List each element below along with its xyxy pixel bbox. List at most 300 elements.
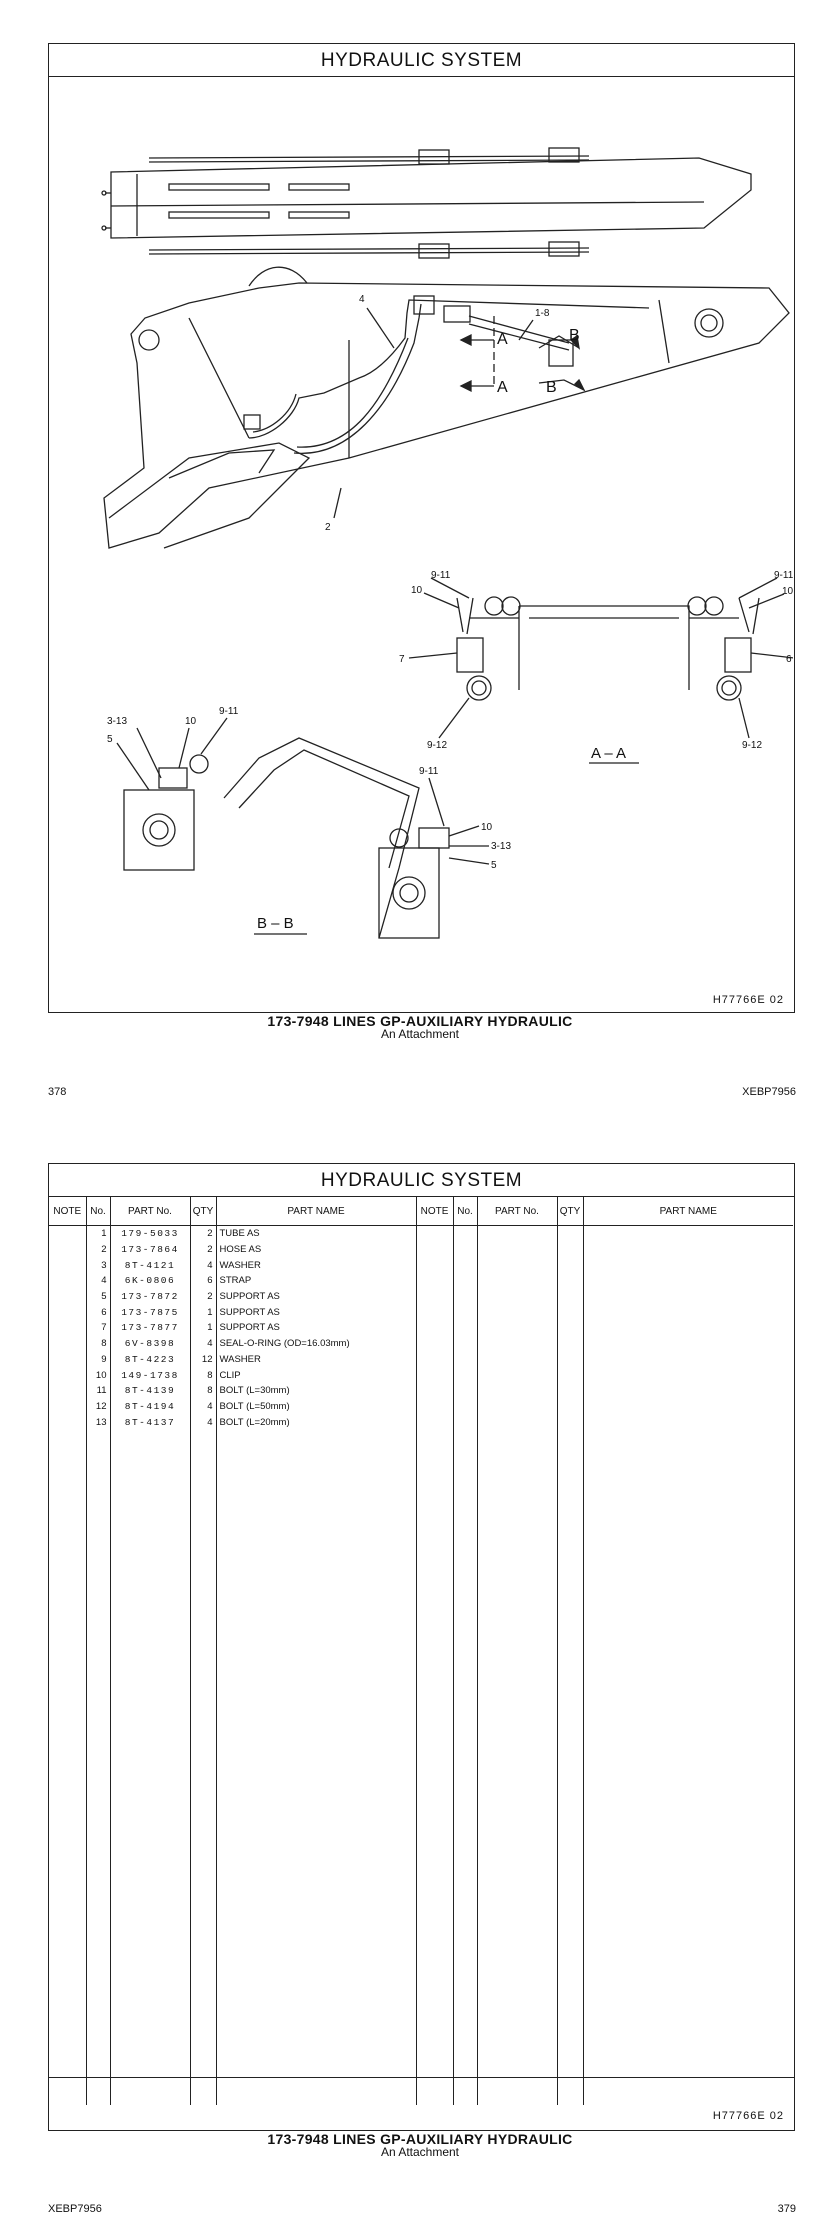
quantity-cell: [190, 1885, 216, 1901]
item-number-cell: [453, 1430, 477, 1446]
note-cell: [416, 1948, 453, 1964]
part-number-cell: [477, 1477, 557, 1493]
part-name-cell: [216, 1963, 416, 1979]
note-cell: [49, 1446, 86, 1462]
quantity-cell: [190, 1759, 216, 1775]
item-number-cell: [86, 1650, 110, 1666]
item-number-cell: [453, 2042, 477, 2058]
table-row: [49, 1634, 793, 1650]
doc-code: XEBP7956: [742, 1086, 796, 1098]
item-number-cell: [86, 1916, 110, 1932]
item-number-cell: [453, 1650, 477, 1666]
part-name-cell: [216, 1916, 416, 1932]
page-number: 378: [48, 1086, 67, 1098]
note-cell: [416, 1603, 453, 1619]
quantity-cell: [190, 2089, 216, 2105]
part-name-cell: [216, 1618, 416, 1634]
quantity-cell: [190, 1916, 216, 1932]
quantity-cell: [557, 1665, 583, 1681]
part-name-cell: [583, 1665, 793, 1681]
quantity-cell: [190, 1744, 216, 1760]
part-number-cell: [110, 1932, 190, 1948]
table-row: [49, 1273, 793, 1289]
note-cell: [49, 1289, 86, 1305]
column-header: QTY: [557, 1197, 583, 1226]
part-name-cell: [216, 1838, 416, 1854]
part-name-cell: BOLT (L=30mm): [216, 1383, 416, 1399]
item-number-cell: [453, 1367, 477, 1383]
part-number-cell: [110, 1712, 190, 1728]
note-cell: [49, 1304, 86, 1320]
part-number-cell: [110, 1540, 190, 1556]
part-name-cell: [583, 1963, 793, 1979]
part-name-cell: [216, 1791, 416, 1807]
table-row: [49, 1289, 793, 1305]
note-cell: [49, 1493, 86, 1509]
table-row: [49, 1759, 793, 1775]
table-row: [49, 1728, 793, 1744]
item-number-cell: [86, 1995, 110, 2011]
part-number-cell: [110, 1524, 190, 1540]
callout-label: 9-12: [742, 740, 763, 751]
part-number-cell: 8T-4137: [110, 1414, 190, 1430]
item-number-cell: [453, 1901, 477, 1917]
part-name-cell: [216, 1901, 416, 1917]
callout-label: 9-11: [431, 570, 451, 581]
page-title: HYDRAULIC SYSTEM: [49, 1164, 794, 1197]
part-name-cell: [583, 1775, 793, 1791]
note-cell: [416, 1430, 453, 1446]
part-name-cell: [583, 1430, 793, 1446]
part-number-cell: [477, 1948, 557, 1964]
callout-label: A: [497, 379, 508, 396]
note-cell: [416, 1304, 453, 1320]
note-cell: [49, 1681, 86, 1697]
part-number-cell: 173-7875: [110, 1304, 190, 1320]
part-name-cell: SUPPORT AS: [216, 1304, 416, 1320]
part-number-cell: [477, 1697, 557, 1713]
part-name-cell: [583, 1257, 793, 1273]
part-name-cell: [216, 1775, 416, 1791]
quantity-cell: [190, 2057, 216, 2073]
item-number-cell: [453, 2026, 477, 2042]
part-name-cell: [216, 1634, 416, 1650]
callout-label: 5: [491, 860, 497, 871]
part-number-cell: [477, 1901, 557, 1917]
part-number-cell: 179-5033: [110, 1226, 190, 1242]
item-number-cell: [86, 1775, 110, 1791]
item-number-cell: [86, 1665, 110, 1681]
part-number-cell: [477, 2026, 557, 2042]
callout-label: 3-13: [491, 841, 512, 852]
item-number-cell: [453, 1838, 477, 1854]
table-row: [49, 1979, 793, 1995]
part-number-cell: [110, 1979, 190, 1995]
quantity-cell: [190, 1603, 216, 1619]
item-number-cell: [453, 1446, 477, 1462]
part-name-cell: SUPPORT AS: [216, 1289, 416, 1305]
note-cell: [416, 1697, 453, 1713]
item-number-cell: [453, 1728, 477, 1744]
part-number-cell: [110, 2089, 190, 2105]
part-number-cell: [477, 1571, 557, 1587]
quantity-cell: [557, 1603, 583, 1619]
part-number-cell: [477, 1414, 557, 1430]
note-cell: [416, 1901, 453, 1917]
quantity-cell: [557, 1273, 583, 1289]
item-number-cell: [86, 2026, 110, 2042]
item-number-cell: 2: [86, 1242, 110, 1258]
quantity-cell: [557, 1336, 583, 1352]
quantity-cell: [557, 1493, 583, 1509]
part-name-cell: [583, 1446, 793, 1462]
part-number-cell: [110, 1681, 190, 1697]
part-number-cell: [110, 1791, 190, 1807]
part-number-cell: 149-1738: [110, 1367, 190, 1383]
quantity-cell: 12: [190, 1352, 216, 1368]
quantity-cell: [190, 1634, 216, 1650]
quantity-cell: [557, 1352, 583, 1368]
note-cell: [49, 1336, 86, 1352]
part-name-cell: BOLT (L=50mm): [216, 1399, 416, 1415]
part-name-cell: [583, 1634, 793, 1650]
part-name-cell: [583, 1603, 793, 1619]
item-number-cell: [86, 1461, 110, 1477]
note-cell: [416, 1822, 453, 1838]
item-number-cell: [86, 1932, 110, 1948]
note-cell: [416, 1665, 453, 1681]
quantity-cell: [557, 1963, 583, 1979]
part-number-cell: 8T-4139: [110, 1383, 190, 1399]
table-row: [49, 1430, 793, 1446]
table-row: [49, 2026, 793, 2042]
callout-label: 7: [399, 654, 405, 665]
quantity-cell: [557, 1759, 583, 1775]
part-name-cell: WASHER: [216, 1257, 416, 1273]
part-number-cell: [477, 1838, 557, 1854]
note-cell: [416, 1885, 453, 1901]
quantity-cell: 4: [190, 1399, 216, 1415]
note-cell: [416, 1273, 453, 1289]
item-number-cell: [86, 1446, 110, 1462]
part-name-cell: [216, 1430, 416, 1446]
table-row: [49, 1603, 793, 1619]
part-number-cell: [477, 1399, 557, 1415]
quantity-cell: [557, 1242, 583, 1258]
quantity-cell: [557, 1806, 583, 1822]
item-number-cell: [86, 1728, 110, 1744]
item-number-cell: [86, 1712, 110, 1728]
quantity-cell: [190, 1508, 216, 1524]
part-number-cell: [477, 1352, 557, 1368]
item-number-cell: [453, 1304, 477, 1320]
quantity-cell: [557, 1822, 583, 1838]
part-number-cell: [110, 1759, 190, 1775]
part-number-cell: [477, 1963, 557, 1979]
illustration-code: H77766E 02: [712, 2110, 784, 2122]
item-number-cell: [453, 1226, 477, 1242]
part-number-cell: [477, 1289, 557, 1305]
part-name-cell: [583, 1289, 793, 1305]
part-name-cell: [583, 1226, 793, 1242]
column-header: PART NAME: [216, 1197, 416, 1226]
quantity-cell: [190, 1650, 216, 1666]
quantity-cell: [557, 1650, 583, 1666]
item-number-cell: [86, 1791, 110, 1807]
item-number-cell: [86, 1618, 110, 1634]
note-cell: [416, 1524, 453, 1540]
table-row: [49, 1367, 793, 1383]
note-cell: [49, 1838, 86, 1854]
note-cell: [49, 1461, 86, 1477]
note-cell: [416, 1728, 453, 1744]
part-number-cell: [110, 1854, 190, 1870]
quantity-cell: 8: [190, 1383, 216, 1399]
part-name-cell: [583, 1320, 793, 1336]
part-number-cell: [477, 1932, 557, 1948]
item-number-cell: [453, 1399, 477, 1415]
quantity-cell: [190, 1822, 216, 1838]
note-cell: [49, 1571, 86, 1587]
table-row: [49, 1540, 793, 1556]
quantity-cell: 8: [190, 1367, 216, 1383]
part-number-cell: [110, 1571, 190, 1587]
part-name-cell: [583, 1885, 793, 1901]
quantity-cell: [557, 1226, 583, 1242]
quantity-cell: [557, 1791, 583, 1807]
table-row: [49, 2073, 793, 2089]
item-number-cell: [453, 1508, 477, 1524]
part-number-cell: 173-7864: [110, 1242, 190, 1258]
figure-caption: [0, 1013, 840, 1041]
quantity-cell: [557, 1555, 583, 1571]
item-number-cell: 5: [86, 1289, 110, 1305]
part-name-cell: [583, 1618, 793, 1634]
part-name-cell: [216, 1979, 416, 1995]
part-name-cell: [216, 1650, 416, 1666]
note-cell: [416, 1367, 453, 1383]
caption-main: 173-7948 LINES GP-AUXILIARY HYDRAULIC: [267, 2131, 573, 2147]
note-cell: [49, 2042, 86, 2058]
note-cell: [49, 1634, 86, 1650]
item-number-cell: [453, 1524, 477, 1540]
part-name-cell: [583, 1948, 793, 1964]
part-name-cell: [583, 2026, 793, 2042]
part-number-cell: [110, 2010, 190, 2026]
part-number-cell: [110, 1446, 190, 1462]
quantity-cell: [557, 1728, 583, 1744]
part-number-cell: [477, 1634, 557, 1650]
note-cell: [416, 1775, 453, 1791]
note-cell: [49, 1477, 86, 1493]
note-cell: [49, 1759, 86, 1775]
table-row: [49, 1665, 793, 1681]
quantity-cell: [557, 1383, 583, 1399]
item-number-cell: [453, 1555, 477, 1571]
table-row: [49, 1712, 793, 1728]
part-name-cell: [583, 1414, 793, 1430]
quantity-cell: [557, 1257, 583, 1273]
item-number-cell: [86, 1477, 110, 1493]
part-number-cell: [477, 1916, 557, 1932]
note-cell: [49, 1273, 86, 1289]
table-row: [49, 1446, 793, 1462]
part-name-cell: [216, 1477, 416, 1493]
note-cell: [49, 1948, 86, 1964]
quantity-cell: [190, 1869, 216, 1885]
part-name-cell: [583, 1728, 793, 1744]
table-row: [49, 1618, 793, 1634]
note-cell: [49, 1806, 86, 1822]
table-row: [49, 2089, 793, 2105]
part-name-cell: [216, 1712, 416, 1728]
quantity-cell: [557, 1681, 583, 1697]
note-cell: [416, 1963, 453, 1979]
item-number-cell: 4: [86, 1273, 110, 1289]
part-name-cell: [216, 1697, 416, 1713]
part-number-cell: [110, 1493, 190, 1509]
table-row: [49, 1226, 793, 1242]
part-number-cell: [110, 1728, 190, 1744]
part-number-cell: [477, 1885, 557, 1901]
note-cell: [416, 2010, 453, 2026]
part-number-cell: [477, 1446, 557, 1462]
column-header: No.: [453, 1197, 477, 1226]
part-name-cell: [216, 1571, 416, 1587]
quantity-cell: [190, 1555, 216, 1571]
part-number-cell: [477, 1493, 557, 1509]
callout-label: B: [546, 379, 557, 396]
table-row: [49, 1493, 793, 1509]
part-number-cell: [477, 1226, 557, 1242]
note-cell: [49, 1791, 86, 1807]
note-cell: [416, 1555, 453, 1571]
item-number-cell: [86, 1493, 110, 1509]
item-number-cell: [453, 1995, 477, 2011]
quantity-cell: [557, 1571, 583, 1587]
table-row: [49, 1885, 793, 1901]
quantity-cell: [557, 2057, 583, 2073]
part-number-cell: [110, 1603, 190, 1619]
item-number-cell: [453, 1979, 477, 1995]
note-cell: [416, 1399, 453, 1415]
table-row: [49, 1854, 793, 1870]
quantity-cell: [190, 1791, 216, 1807]
quantity-cell: [557, 1618, 583, 1634]
item-number-cell: [86, 1979, 110, 1995]
item-number-cell: 8: [86, 1336, 110, 1352]
item-number-cell: [86, 2057, 110, 2073]
part-name-cell: [583, 1383, 793, 1399]
callout-label: 3-13: [107, 716, 128, 727]
quantity-cell: 1: [190, 1304, 216, 1320]
table-row: [49, 1995, 793, 2011]
item-number-cell: [453, 1273, 477, 1289]
note-cell: [49, 1242, 86, 1258]
quantity-cell: [557, 1916, 583, 1932]
part-name-cell: CLIP: [216, 1367, 416, 1383]
part-number-cell: [110, 1948, 190, 1964]
note-cell: [49, 1383, 86, 1399]
item-number-cell: [453, 1461, 477, 1477]
part-number-cell: [477, 1555, 557, 1571]
footer-divider: [49, 2077, 794, 2078]
note-cell: [49, 1854, 86, 1870]
note-cell: [416, 1979, 453, 1995]
item-number-cell: [453, 1587, 477, 1603]
part-name-cell: [583, 1854, 793, 1870]
part-name-cell: [583, 1273, 793, 1289]
table-row: [49, 1869, 793, 1885]
item-number-cell: [453, 1869, 477, 1885]
table-row: [49, 1932, 793, 1948]
part-name-cell: [216, 1822, 416, 1838]
callout-label: 5: [107, 734, 113, 745]
item-number-cell: [86, 1838, 110, 1854]
quantity-cell: [557, 2026, 583, 2042]
quantity-cell: [557, 1744, 583, 1760]
part-name-cell: [583, 2089, 793, 2105]
quantity-cell: [190, 1838, 216, 1854]
quantity-cell: 4: [190, 1257, 216, 1273]
part-number-cell: [477, 1618, 557, 1634]
item-number-cell: [453, 1257, 477, 1273]
part-name-cell: [583, 1399, 793, 1415]
part-number-cell: [477, 1995, 557, 2011]
part-number-cell: [110, 1618, 190, 1634]
table-row: [49, 2042, 793, 2058]
part-number-cell: [477, 2057, 557, 2073]
part-name-cell: [216, 1869, 416, 1885]
part-number-cell: [110, 2073, 190, 2089]
item-number-cell: [86, 1869, 110, 1885]
part-name-cell: [583, 1461, 793, 1477]
table-row: [49, 1775, 793, 1791]
column-header: NOTE: [49, 1197, 86, 1226]
part-number-cell: [477, 1728, 557, 1744]
table-row: [49, 1901, 793, 1917]
item-number-cell: [453, 1697, 477, 1713]
quantity-cell: [557, 1367, 583, 1383]
note-cell: [416, 1540, 453, 1556]
note-cell: [416, 1932, 453, 1948]
item-number-cell: [86, 2010, 110, 2026]
part-number-cell: [477, 1775, 557, 1791]
quantity-cell: 2: [190, 1242, 216, 1258]
note-cell: [416, 1712, 453, 1728]
note-cell: [49, 1257, 86, 1273]
part-number-cell: [477, 1854, 557, 1870]
quantity-cell: [190, 1948, 216, 1964]
page-title: HYDRAULIC SYSTEM: [49, 44, 794, 77]
note-cell: [49, 1430, 86, 1446]
table-row: [49, 1650, 793, 1666]
item-number-cell: [453, 1493, 477, 1509]
part-number-cell: [110, 1555, 190, 1571]
item-number-cell: [453, 2010, 477, 2026]
part-number-cell: [110, 1963, 190, 1979]
note-cell: [49, 1744, 86, 1760]
part-name-cell: [583, 2010, 793, 2026]
part-name-cell: [583, 1681, 793, 1697]
part-number-cell: [477, 2042, 557, 2058]
note-cell: [416, 2073, 453, 2089]
item-number-cell: [453, 1775, 477, 1791]
quantity-cell: [557, 1634, 583, 1650]
table-row: [49, 1822, 793, 1838]
note-cell: [49, 1712, 86, 1728]
quantity-cell: [190, 1712, 216, 1728]
